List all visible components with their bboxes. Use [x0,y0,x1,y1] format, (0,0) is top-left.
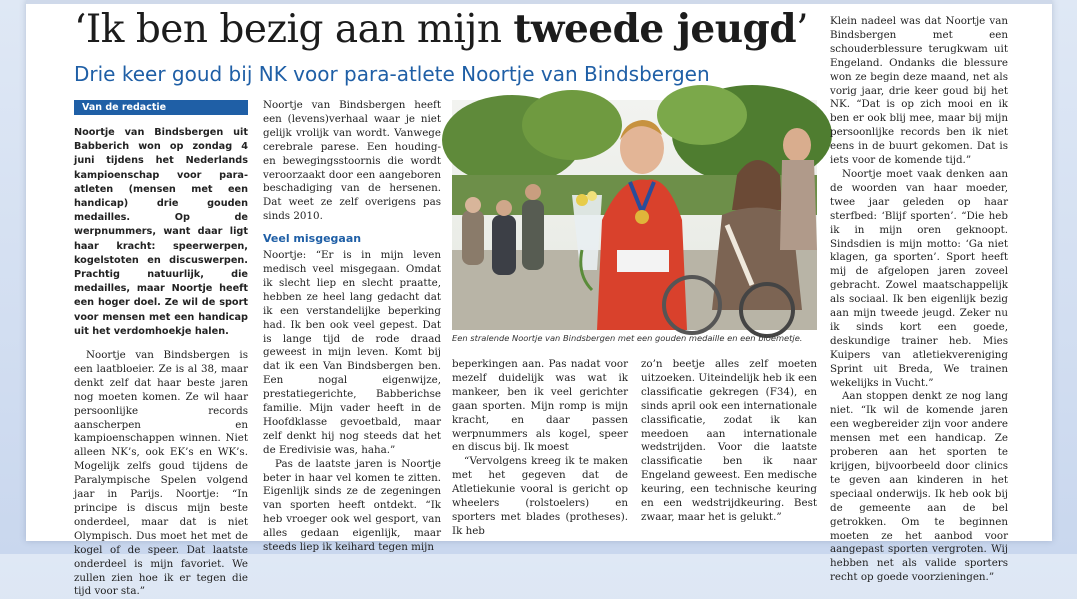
column-1 [74,100,248,599]
body-paragraph: Noortje van Bindsbergen heeft een (levens)verhaal waar je niet gelijk vrolijk van wordt. Vanwege cerebrale parese. Een houding- en bewegingsstoornis die wordt veroorzaakt door een aangeboren beschadiging van de hersenen. Dat weet ze zelf overigens pas sinds 2010. [263,99,441,223]
photo-illustration [452,100,817,330]
column-5 [830,15,1008,585]
newspaper-page [26,0,1052,598]
headline-regular: ‘Ik ben bezig aan mijn [74,7,514,52]
byline: Van de redactie [74,100,248,115]
headline-close: ’ [796,7,809,52]
body-paragraph: Noortje: “Er is in mijn leven medisch veel misgegaan. Omdat ik slecht liep en slecht praatte, hebben ze heel lang gedacht dat ik een verstandelijke beperking had. Ik ben ook veel gepest. Dat is lange tijd de rode draad geweest in mijn leven. Komt bij dat ik een Van Bindsbergen ben. Een nogal eigenwijze, prestatiegerichte, Babberichse familie. Mijn vader heeft in de Hoofdklasse gevoetbald, maar zelf denkt hij nog steeds dat het de Eredivisie was, haha.” [263,249,441,456]
lead-paragraph: Noortje van Bindsbergen uit Babberich won op zondag 4 juni tijdens het Nederlands kampioenschap voor para-atleten (mensen met een handicap) drie gouden medailles. Op de werpnummers, want daar ligt haar kracht: speerwerpen, kogelstoten en discuswerpen. Prachtig natuurlijk, die medailles, maar Noortje heeft een hoger doel. Ze wil de sport voor mensen met een handicap uit het verdomhoekje halen. [74,127,248,337]
column-3 [452,358,628,539]
body-paragraph: “Vervolgens kreeg ik te maken met het gegeven dat de Atletiekunie vooral is gericht op wheelers (rolstoelers) en sporters met blades (protheses). Ik heb [452,455,628,537]
article-photo [452,100,817,330]
headline-bold: tweede jeugd [513,6,797,52]
body-paragraph: zo’n beetje alles zelf moeten uitzoeken. Uiteindelijk heb ik een classificatie gekregen (F34), en sinds april ook een internationale classificatie, zodat ik kan meedoen aan internationale wedstrijden. Voor die laatste classificatie ben ik naar Engeland geweest. Een medische keuring, een technische keuring en een wedstrijdkeuring. Best zwaar, maar het is gelukt.” [641,358,817,523]
headline [74,6,808,52]
column-4 [641,358,817,525]
body-paragraph: Noortje van Bindsbergen is een laatbloeier. Ze is al 38, maar denkt zelf dat haar beste jaren nog moeten komen. Ze wil haar persoonlijke records aanscherpen en kampioenschappen winnen. Niet alleen NK’s, ook EK’s en WK’s. Mogelijk zelfs goud tijdens de Paralympische Spelen volgend jaar in Parijs. Noortje: “In principe is discus mijn beste onderdeel, maar dat is niet Olympisch. Dus moet het met de kogel of de speer. Dat laatste onderdeel is mijn favoriet. We zullen zien hoe ik er tegen die tijd voor sta.” [74,349,248,598]
top-strip [26,0,1052,4]
body-paragraph: Pas de laatste jaren is Noortje beter in haar vel komen te zitten. Eigenlijk sinds ze de zegeningen van sporten heeft ontdekt. “Ik heb vroeger ook wel gesport, van alles gedaan eigenlijk, maar steeds liep ik keihard tegen mijn [263,457,441,554]
body-paragraph: beperkingen aan. Pas nadat voor mezelf duidelijk was wat ik mankeer, ben ik veel gerichter gaan sporten. Mijn romp is mijn kracht, en daar passen werpnummers als kogel, speer en discus bij. Ik moest [452,358,628,454]
subheadline: Drie keer goud bij NK voor para-atlete Noortje van Bindsbergen [74,62,710,86]
section-heading: Veel misgegaan [263,232,362,246]
body-paragraph: Noortje moet vaak denken aan de woorden van haar moeder, twee jaar geleden op haar sterfbed: ‘Blijf sporten’. “Die heb ik in mijn oren geknoopt. Sindsdien is mijn motto: ‘Ga niet klagen, ga sporten’. Sport heeft mij de afgelopen jaren zoveel gebracht. Zowel maatschappelijk als sociaal. Ik ben eigenlijk bezig aan mijn tweede jeugd. Zeker nu ik sinds kort een goede, deskundige trainer heb. Mies Kuipers van atletiekvereniging Sprint uit Breda, We trainen wekelijks in Vucht.” [830,167,1008,389]
photo-caption: Een stralende Noortje van Bindsbergen met een gouden medaille en een bloemetje. [452,333,803,343]
body-paragraph: Aan stoppen denkt ze nog lang niet. “Ik wil de komende jaren een wegbereider zijn voor andere mensen met een handicap. Ze proberen aan het sporten te krijgen, bijvoorbeeld door clinics te geven aan kinderen in het speciaal onderwijs. Ik heb ook bij de gemeente aan de bel getrokken. Om te beginnen moeten ze het aanbod voor aangepast sporten vergroten. Wij hebben net als valide sporters recht op goede voorzieningen.” [830,390,1008,584]
body-paragraph: Klein nadeel was dat Noortje van Bindsbergen met een schouderblessure terugkwam uit Engeland. Ondanks die blessure won ze begin deze maand, net als vorig jaar, drie keer goud bij het NK. “Dat is op zich mooi en ik ben er ook blij mee, maar bij mijn persoonlijke records ben ik niet eens in de buurt gekomen. Dat is iets voor de komende tijd.” [830,15,1008,167]
column-2 [263,99,441,555]
